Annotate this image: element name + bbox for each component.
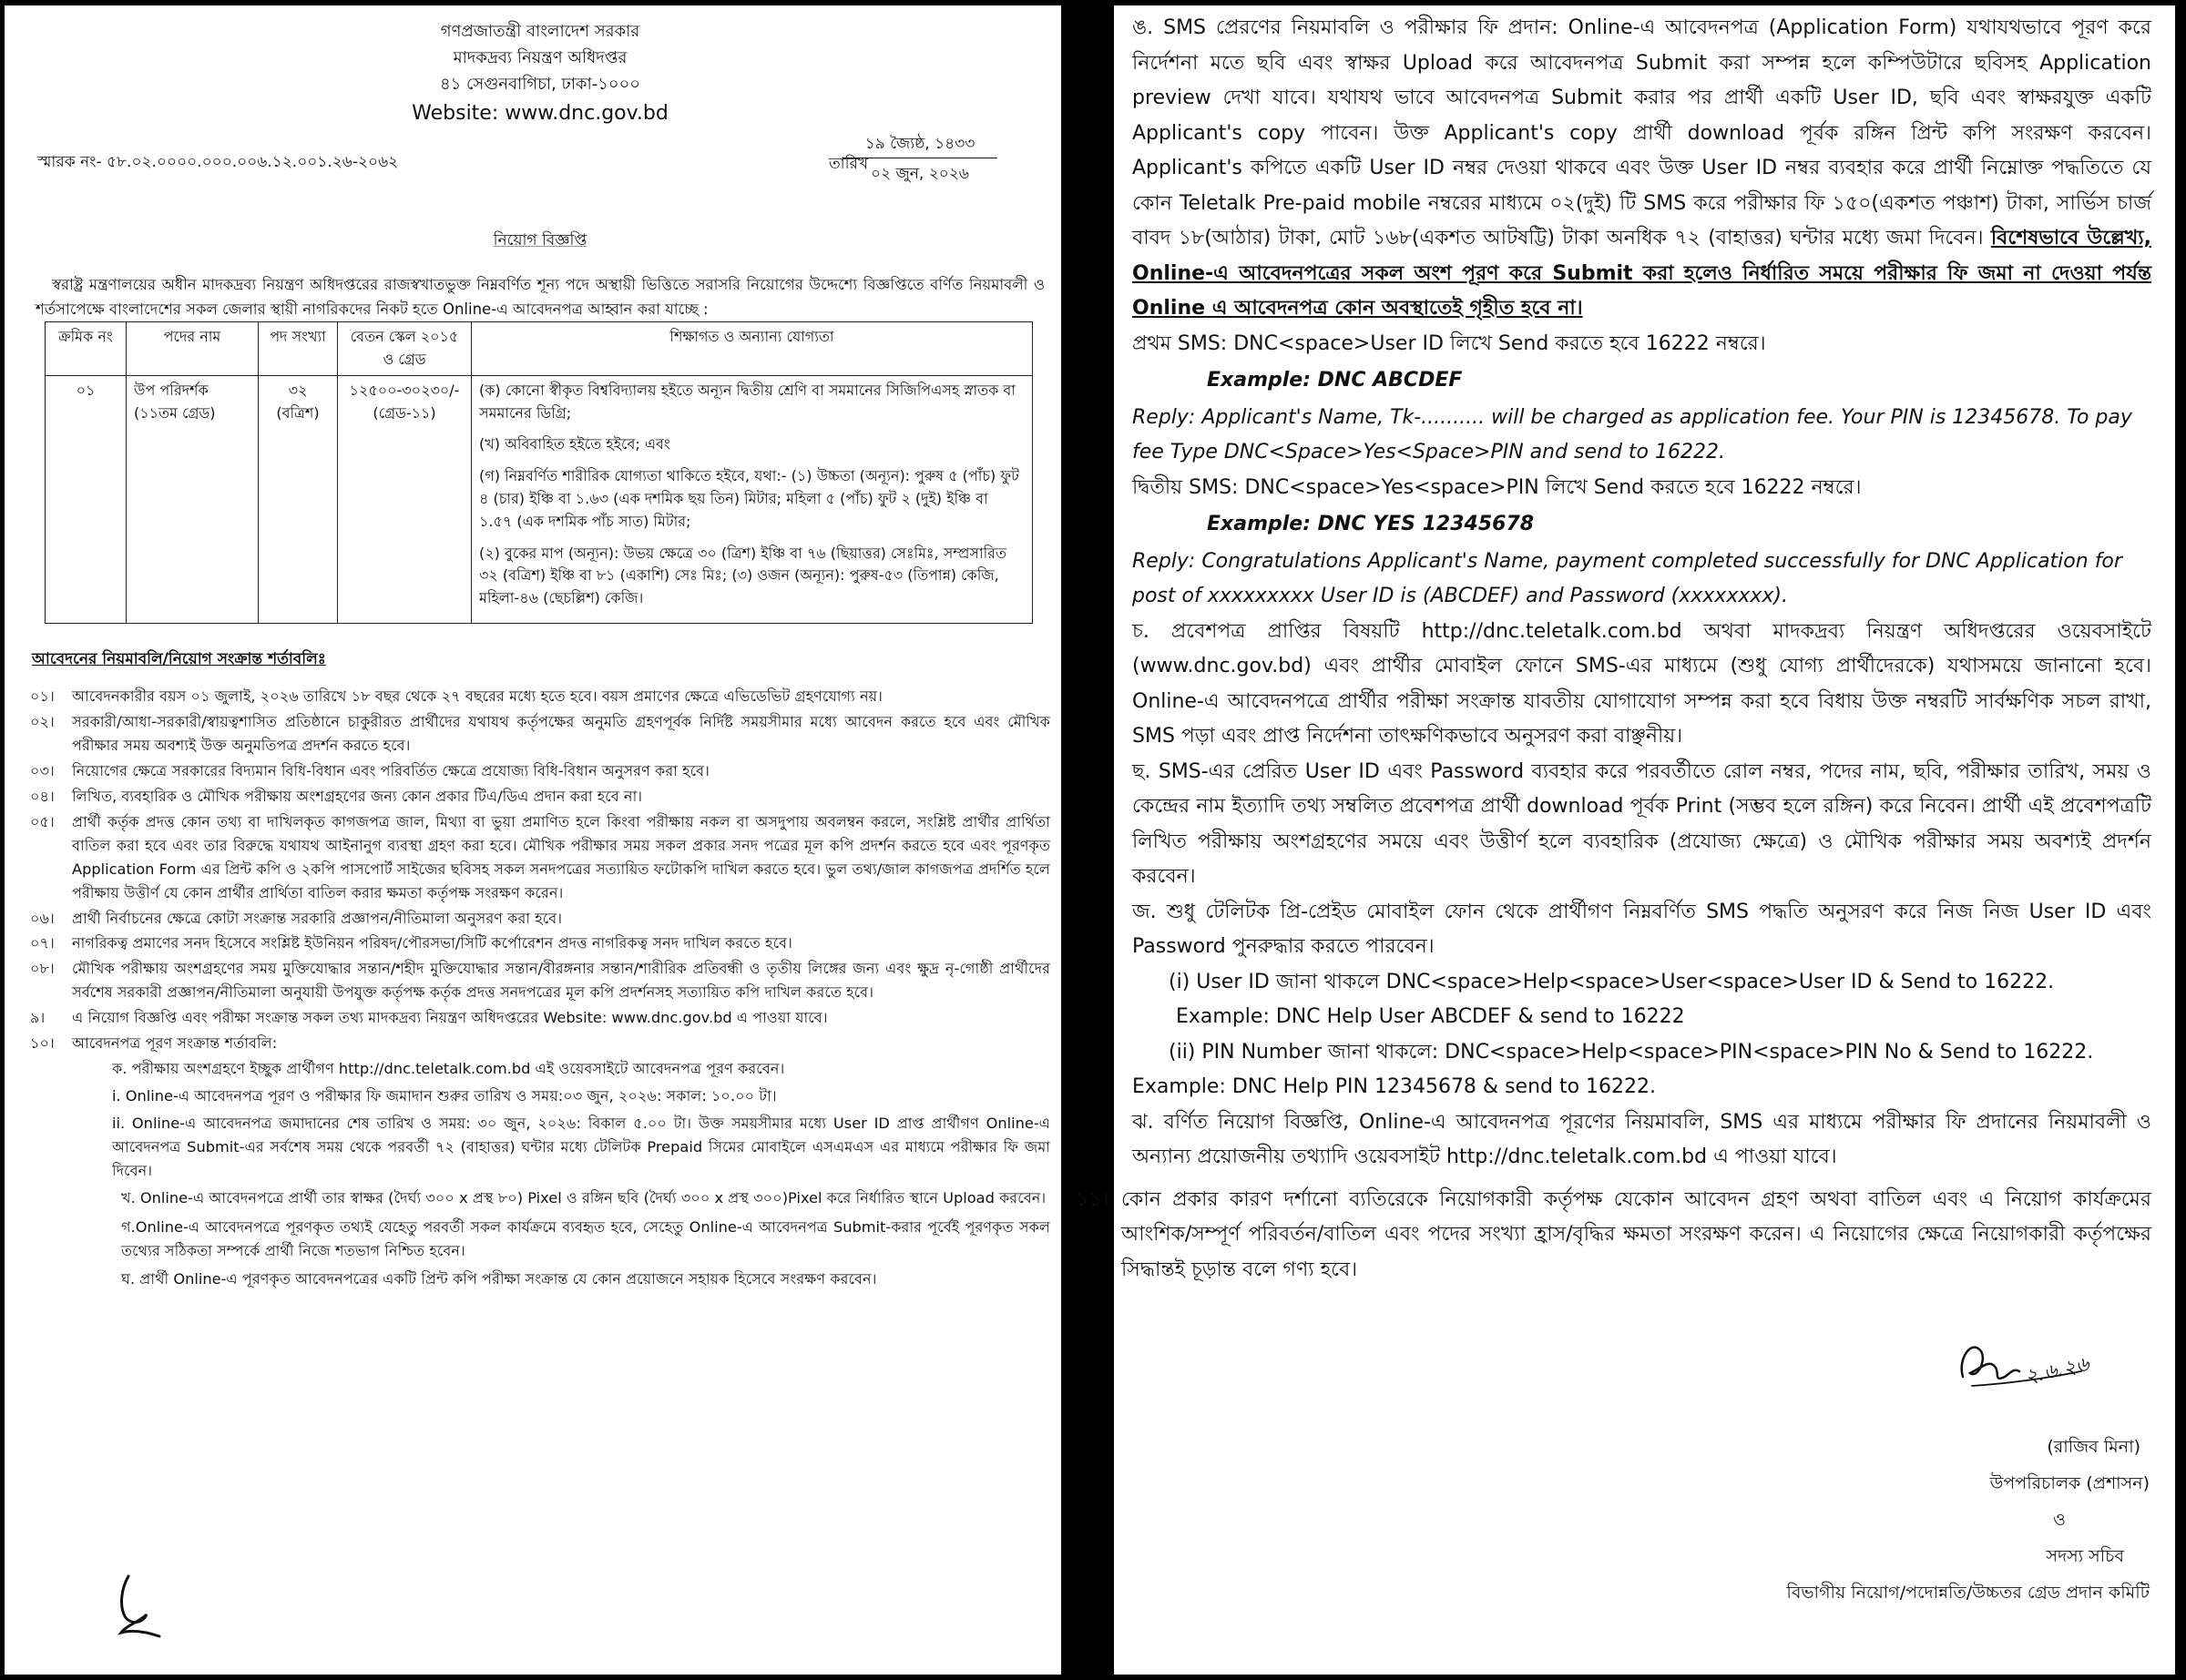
ja-item-2-example: Example: DNC Help PIN 12345678 & send to 16222. [1132,1075,1657,1098]
rule-item [30,685,1050,708]
qualification-item: (গ) নিম্নবর্ণিত শারীরিক যোগ্যতা থাকিতে হইবে, যথা:- (১) উচ্চতা (অন্যূন): পুরুষ ৫ (পাঁচ) ফুট ৪ (চার) ইঞ্চি বা ১.৬৩ (এক দশমিক ছয় তিন) মিটার; মহিলা ৫ (পাঁচ) ফুট ২ (দুই) ইঞ্চি বা ১.৫৭ (এক দশমিক পাঁচ সাত) মিটার; [479,467,1019,530]
sms-second-example: Example: DNC YES 12345678 [1207,513,1535,535]
col-count: পদ সংখ্যা [259,322,338,376]
ja-item-1-example: Example: DNC Help User ABCDEF & send to 16222 [1176,1005,1685,1028]
cell-count: ৩২ (বত্রিশ) [259,375,338,623]
notice-title: নিয়োগ বিজ্ঞপ্তি [493,230,587,249]
intro-paragraph: স্বরাষ্ট্র মন্ত্রণালয়ের অধীন মাদকদ্রব্য নিয়ন্ত্রণ অধিদপ্তরের রাজস্বখাতভুক্ত নিম্নবর্ণিত শূন্য পদে অস্থায়ী ভিত্তিতে সরাসরি নিয়োগের উদ্দেশ্যে বিজ্ঞপ্তিতে বর্ণিত নিয়মাবলী ও শর্তসাপেক্ষে বাংলাদেশের সকল জেলার স্থায়ী নাগরিকদের নিকট হতে Online-এ আবেদনপত্র আহ্বান করা যাচ্ছে : [36,275,1045,318]
col-serial: ক্রমিক নং [46,322,127,376]
rule-text: এ নিয়োগ বিজ্ঞপ্তি এবং পরীক্ষা সংক্রান্ত সকল তথ্য মাদকদ্রব্য নিয়ন্ত্রণ অধিদপ্তরের Website: www.dnc.gov.bd এ পাওয়া যাবে। [72,1009,828,1027]
memo-number: স্মারক নং- ৫৮.০২.০০০০.০০০.০০৬.১২.০০১.২৬-২০৬২ [37,152,399,171]
ja-item-1: (i) User ID জানা থাকলে DNC<space>Help<space>User<space>User ID & Send to 16222. [1169,970,2055,993]
qualification-item: (ক) কোনো স্বীকৃত বিশ্ববিদ্যালয় হইতে অন্যূন দ্বিতীয় শ্রেণি বা সমমানের সিজিপিএসহ স্নাতক বা সমমানের ডিগ্রি; [479,381,1016,422]
rule-number: ০৮। [30,960,55,978]
rule-item [30,759,1050,783]
rule-number: ১০। [30,1034,55,1053]
signatory-and: ও [2053,1509,2066,1530]
signature-block [1694,1430,2150,1611]
rule-item [30,710,1050,758]
para-cha: চ. প্রবেশপত্র প্রাপ্তির বিষয়টি http://dnc.teletalk.com.bd অথবা মাদকদ্রব্য নিয়ন্ত্রণ অধিদপ্তরের ওয়েবসাইটে (www.dnc.gov.bd) এবং প্রার্থীর মোবাইল ফোনে SMS-এর মাধ্যমে (শুধু যোগ্য প্রার্থীদেরকে) যথাসময়ে জানানো হবে। Online-এ আবেদনপত্রে প্রার্থীর পরীক্ষা সংক্রান্ত যাবতীয় যোগাযোগ সম্পন্ন করা হবে বিধায় উক্ত নম্বরটি সার্বক্ষণিক সচল রাখা, SMS পড়া এবং প্রাপ্ত নির্দেশনা তাৎক্ষণিকভাবে অনুসরণ করা বাঞ্ছনীয়। [1132,619,2151,748]
rule-item [30,1032,1050,1055]
signatory-name: (রাজিব মিনা) [2047,1437,2140,1457]
table-row [46,375,1033,623]
rule-number: ০৩। [30,762,55,779]
signatory-committee: বিভাগীয় নিয়োগ/পদোন্নতি/উচ্চতর গ্রেড প্রদান কমিটি [1786,1582,2150,1603]
date-bangla: ১৯ জ্যৈষ্ঠ, ১৪৩৩ [843,132,997,158]
para-jha: ঝ. বর্ণিত নিয়োগ বিজ্ঞপ্তি, Online-এ আবেদনপত্র পূরণের নিয়মাবলি, SMS এর মাধ্যমে পরীক্ষার ফি প্রদানের নিয়মাবলী ও অন্যান্য প্রয়োজনীয় তথ্যাদি ওয়েবসাইট http://dnc.teletalk.com.bd এ পাওয়া যাবে। [1132,1110,2151,1168]
rule-item [30,907,1050,931]
cell-post: উপ পরিদর্শক (১১তম গ্রেড) [127,375,259,623]
col-scale: বেতন স্কেল ২০১৫ ও গ্রেড [338,322,472,376]
para-umo-text: ঙ. SMS প্রেরণের নিয়মাবলি ও পরীক্ষার ফি প্রদান: Online-এ আবেদনপত্র (Application Form) যথাযথভাবে পূরণ করে নির্দেশনা মতে ছবি এবং স্বাক্ষর Upload করে আবেদনপত্র Submit করা সম্পন্ন হলে কম্পিউটারে ছবিসহ Application preview দেখা যাবে। যথাযথ ভাবে আবেদনপত্র Submit করার পর প্রার্থী একটি User ID, ছবি এবং স্বাক্ষরযুক্ত একটি Applicant's copy পাবেন। উক্ত Applicant's copy প্রার্থী download পূর্বক রঙ্গিন প্রিন্ট কপি সংরক্ষণ করবেন। Applicant's কপিতে একটি User ID নম্বর দেওয়া থাকবে এবং উক্ত User ID নম্বর ব্যবহার করে প্রার্থী নিম্নোক্ত পদ্ধতিতে যে কোন Teletalk Pre-paid mobile নম্বরের মাধ্যমে ০২(দুই) টি SMS করে পরীক্ষার ফি ১৫০(একশত পঞ্চাশ) টাকা, সার্ভিস চার্জ বাবদ ১৮(আঠার) টাকা, মোট ১৬৮(একশত আটষট্টি) টাকা অনধিক ৭২ (বাহাত্তর) ঘন্টার মধ্যে জমা দিবেন। [1132,16,2151,249]
sms-second: দ্বিতীয় SMS: DNC<space>Yes<space>PIN লিখে Send করতে হবে 16222 নম্বরে। [1132,475,1862,499]
sms-first: প্রথম SMS: DNC<space>User ID লিখে Send করতে হবে 16222 নম্বরে। [1132,331,1766,355]
rules-title: আবেদনের নিয়মাবলি/নিয়োগ সংক্রান্ত শর্তাবলিঃ [32,650,326,669]
notice-page-left [5,5,1061,1675]
para-umo-highlight: বিশেষভাবে উল্লেখ্য, Online-এ আবেদনপত্রের সকল অংশ পূরণ করে Submit করা হলেও নির্ধারিত সময়ে পরীক্ষার ফি জমা না দেওয়া পর্যন্ত Online এ আবেদনপত্র কোন অবস্থাতেই গৃহীত হবে না। [1132,227,2152,320]
rules-list [30,685,1050,1055]
rule-text: নাগরিকত্ব প্রমাণের সনদ হিসেবে সংশ্লিষ্ট ইউনিয়ন পরিষদ/পৌরসভা/সিটি কর্পোরেশন প্রদত্ত নাগরিকত্ব সনদ দাখিল করতে হবে। [72,934,792,952]
header-department: মাদকদ্রব্য নিয়ন্ত্রণ অধিদপ্তর [453,48,628,68]
col-qualification: শিক্ষাগত ও অন্যান্য যোগ্যতা [472,322,1033,376]
header-govt: গণপ্রজাতন্ত্রী বাংলাদেশ সরকার [440,22,640,41]
signatory-role: সদস্য সচিব [2046,1545,2124,1566]
rule10-sub-ii: ii. Online-এ আবেদনপত্র জমাদানের শেষ তারিখ ও সময়: ৩০ জুন, ২০২৬: বিকাল ৫.০০ টা। উক্ত সময়সীমার মধ্যে User ID প্রাপ্ত প্রার্থীগণ Online-এ আবেদনপত্র Submit-এর সর্বশেষ সময় থেকে পরবর্তী ৭২ (বাহাত্তর) ঘন্টার মধ্যে টেলিটক Prepaid সিমের মোবাইলে এসএমএস এর মাধ্যমে পরীক্ষার ফি জমা দিবেন। [112,1114,1050,1179]
rule-11-number: ১১। [1076,1187,1109,1211]
rule-item [30,810,1050,905]
qualification-item: (খ) অবিবাহিত হইতে হইবে; এবং [479,435,670,453]
signature-mark [1954,1331,2090,1408]
ja-item-2: (ii) PIN Number জানা থাকলে: DNC<space>Help<space>PIN<space>PIN No & Send to 16222. [1169,1040,2094,1064]
rule-number: ০২। [30,713,55,731]
sms-second-reply: Reply: Congratulations Applicant's Name, payment completed successfully for DNC Application for post of xxxxxxxxx User ID is (ABCDEF) and Password (xxxxxxxx). [1132,549,2122,607]
rule-item [30,785,1050,809]
qualification-item: (২) বুকের মাপ (অন্যূন): উভয় ক্ষেত্রে ৩০ (ত্রিশ) ইঞ্চি বা ৭৬ (ছিয়াত্তর) সেঃমিঃ, সম্প্রসারিত ৩২ (বত্রিশ) ইঞ্চি বা ৮১ (একাশি) সেঃ মিঃ; (৩) ওজন (অন্যূন): পুরুষ-৫৩ (তিপান্ন) কেজি, মহিলা-৪৬ (ছেচল্লিশ) কেজি। [479,544,1006,607]
rule-number: ৯। [30,1009,46,1027]
rule-text: লিখিত, ব্যবহারিক ও মৌখিক পরীক্ষায় অংশগ্রহণের জন্য কোন প্রকার টিএ/ডিএ প্রদান করা হবে না। [72,787,643,805]
rule-text: প্রার্থী নির্বাচনের ক্ষেত্রে কোটা সংক্রান্ত সরকারি প্রজ্ঞাপন/নীতিমালা অনুসরণ করা হবে। [72,909,563,927]
rule10-sub-gha: ঘ. প্রার্থী Online-এ পূরণকৃত আবেদনপত্রের একটি প্রিন্ট কপি পরীক্ষা সংক্রান্ত যে কোন প্রয়োজনে সহায়ক হিসেবে সংরক্ষণ করবেন। [121,1270,877,1288]
rule-11 [1076,1183,2151,1288]
signatory-designation: উপপরিচালক (প্রশাসন) [1989,1472,2150,1493]
rule-text: আবেদনকারীর বয়স ০১ জুলাই, ২০২৬ তারিখে ১৮ বছর থেকে ২৭ বছরের মধ্যে হতে হবে। বয়স প্রমাণের ক্ষেত্রে এভিডেভিট গ্রহণযোগ্য নয়। [72,687,883,706]
reference-row [30,130,1050,225]
rule-number: ০৫। [30,812,55,830]
rule-text: মৌখিক পরীক্ষায় অংশগ্রহণের সময় মুক্তিযোদ্ধার সন্তান/শহীদ মুক্তিযোদ্ধার সন্তান/বীরঙ্গনার সন্তান/শারীরিক প্রতিবন্ধী ও তৃতীয় লিঙ্গের জন্য এবং ক্ষুদ্র নৃ-গোষ্ঠী প্রার্থীদের সর্বশেষ সরকারী প্রজ্ঞাপন/নীতিমালা অনুযায়ী উপযুক্ত কর্তৃপক্ষ কর্তৃক প্রদত্ত সনদপত্রের মূল কপি প্রদর্শনসহ সত্যায়িত কপি দাখিল করতে হবে। [72,960,1050,1002]
para-chha: ছ. SMS-এর প্রেরিত User ID এবং Password ব্যবহার করে পরবর্তীতে রোল নম্বর, পদের নাম, ছবি, পরীক্ষার তারিখ, সময় ও কেন্দ্রের নাম ইত্যাদি তথ্য সম্বলিত প্রবেশপত্র প্রার্থী download পূর্বক Print (সম্ভব হলে রঙ্গিন) করে নিবেন। প্রার্থী এই প্রবেশপত্রটি লিখিত পরীক্ষায় অংশগ্রহণের সময়ে এবং উত্তীর্ণ হলে ব্যবহারিক (প্রযোজ্য ক্ষেত্রে) ও মৌখিক পরীক্ষার সময় অবশ্যই প্রদর্শন করবেন। [1132,759,2151,888]
rule-number: ০৬। [30,909,55,927]
rule-item [30,932,1050,955]
notice-page-right [1076,5,2175,1675]
rule10-sub-ga: গ.Online-এ আবেদনপত্রে পূরণকৃত তথ্যই যেহেতু পরবর্তী সকল কার্যক্রমে ব্যবহৃত হবে, সেহেতু Online-এ আবেদনপত্র Submit-করার পূর্বেই পূরণকৃত সকল তথ্যের সঠিকতা সম্পর্কে প্রার্থী নিজে শতভাগ নিশ্চিত হবেন। [121,1217,1050,1259]
rule-text: সরকারী/আধা-সরকারী/স্বায়ত্বশাসিত প্রতিষ্ঠানে চাকুরীরত প্রার্থীদের যথাযথ কর্তৃপক্ষের অনুমতি গ্রহণপূর্বক নির্দিষ্ট সময়সীমার মধ্যে আবেদন করতে হবে এবং মৌখিক পরীক্ষার সময় অবশ্যই উক্ত অনুমতিপত্র প্রদর্শন করতে হবে। [72,713,1050,755]
sms-first-example: Example: DNC ABCDEF [1207,369,1463,392]
header-address: ৪১ সেগুনবাগিচা, ঢাকা-১০০০ [439,75,641,95]
cell-scale: ১২৫০০-৩০২৩০/- (গ্রেড-১১) [338,375,472,623]
rule-item [30,1006,1050,1030]
table-header-row [46,322,1033,376]
cell-serial: ০১ [46,375,127,623]
rule-text: নিয়োগের ক্ষেত্রে সরকারের বিদ্যমান বিধি-বিধান এবং পরিবর্তিত ক্ষেত্রে প্রযোজ্য বিধি-বিধান অনুসরণ করা হবে। [72,762,710,779]
rule-11-text: কোন প্রকার কারণ দর্শানো ব্যতিরেকে নিয়োগকারী কর্তৃপক্ষ যেকোন আবেদন গ্রহণ অথবা বাতিল এবং এ নিয়োগ কার্যক্রমের আংশিক/সম্পূর্ণ পরিবর্তন/বাতিল এবং পদের সংখ্যা হ্রাস/বৃদ্ধির ক্ষমতা সংরক্ষণ করেন। এ নিয়োগের ক্ষেত্রে নিয়োগকারী কর্তৃপক্ষের সিদ্ধান্তই চূড়ান্ত বলে গণ্য হবে। [1121,1187,2151,1281]
rule-text: প্রার্থী কর্তৃক প্রদত্ত কোন তথ্য বা দাখিলকৃত কাগজপত্র জাল, মিথ্যা বা ভুয়া প্রমাণিত হলে কিংবা পরীক্ষায় নকল বা অসদুপায় অবলম্বন করলে, সংশ্লিষ্ট প্রার্থীর প্রার্থিতা বাতিল করা হবে এবং তার বিরুদ্ধে যথাযথ আইনানুগ ব্যবস্থা গ্রহণ করা হবে। মৌখিক পরীক্ষার সময় সকল প্রকার সনদ পত্রের মূল কপি প্রদর্শন করতে হবে এবং পূরণকৃত Application Form এর প্রিন্ট কপি ও ২কপি পাসপোর্ট সাইজের ছবিসহ সকল সনদপত্রের সত্যায়িত ফটোকপি দাখিল করতে হবে। ভুল তথ্য/জাল কাগজপত্র প্রদর্শিত হলে পরীক্ষায় উত্তীর্ণ যে কোন প্রার্থীর প্রার্থিতা বাতিল করার ক্ষমতা কর্তৃপক্ষ সংরক্ষণ করেন। [72,812,1050,901]
header-website: Website: www.dnc.gov.bd [412,102,669,126]
rule-number: ০৪। [30,787,55,805]
sms-first-reply: Reply: Applicant's Name, Tk-.......... will be charged as application fee. Your PIN is 12345678. To pay fee Type DNC<Space>Yes<Space>PIN and send to 16222. [1132,405,2132,463]
date-label: তারিখ [828,154,868,173]
date-english: ০২ জুন, ২০২৬ [871,164,969,183]
date-box [843,132,997,187]
initial-scribble [112,1569,176,1642]
rule10-sub-i: i. Online-এ আবেদনপত্র পূরণ ও পরীক্ষার ফি জমাদান শুরুর তারিখ ও সময়:০৩ জুন, ২০২৬: সকাল: ১০.০০ টা। [112,1086,777,1105]
para-umo [1132,11,2151,327]
rule-number: ০৭। [30,934,55,952]
signature-date: ২.৬.২৬ [2022,1352,2091,1390]
rule-item [30,957,1050,1004]
rule10-sub-ka: ক. পরীক্ষায় অংশগ্রহণে ইচ্ছুক প্রার্থীগণ http://dnc.teletalk.com.bd এই ওয়েবসাইটে আবেদনপত্র পূরণ করবেন। [112,1060,785,1078]
rule10-sub-kha: খ. Online-এ আবেদনপত্রে প্রার্থী তার স্বাক্ষর (দৈর্ঘ্য ৩০০ x প্রস্থ ৮০) Pixel ও রঙ্গিন ছবি (দৈর্ঘ্য ৩০০ x প্রস্থ ৩০০)Pixel করে নির্ধারিত স্থানে Upload করবেন। [121,1188,1047,1207]
rule-number: ০১। [30,687,55,706]
posts-table [45,321,1033,624]
col-post: পদের নাম [127,322,259,376]
cell-qualifications [472,375,1033,623]
rule-text: আবেদনপত্র পূরণ সংক্রান্ত শর্তাবলি: [72,1034,278,1053]
para-ja: জ. শুধু টেলিটক প্রি-প্রেইড মোবাইল ফোন থেকে প্রার্থীগণ নিম্নবর্ণিত SMS পদ্ধতি অনুসরণ করে নিজ নিজ User ID এবং Password পুনরুদ্ধার করতে পারবেন। [1132,900,2151,958]
